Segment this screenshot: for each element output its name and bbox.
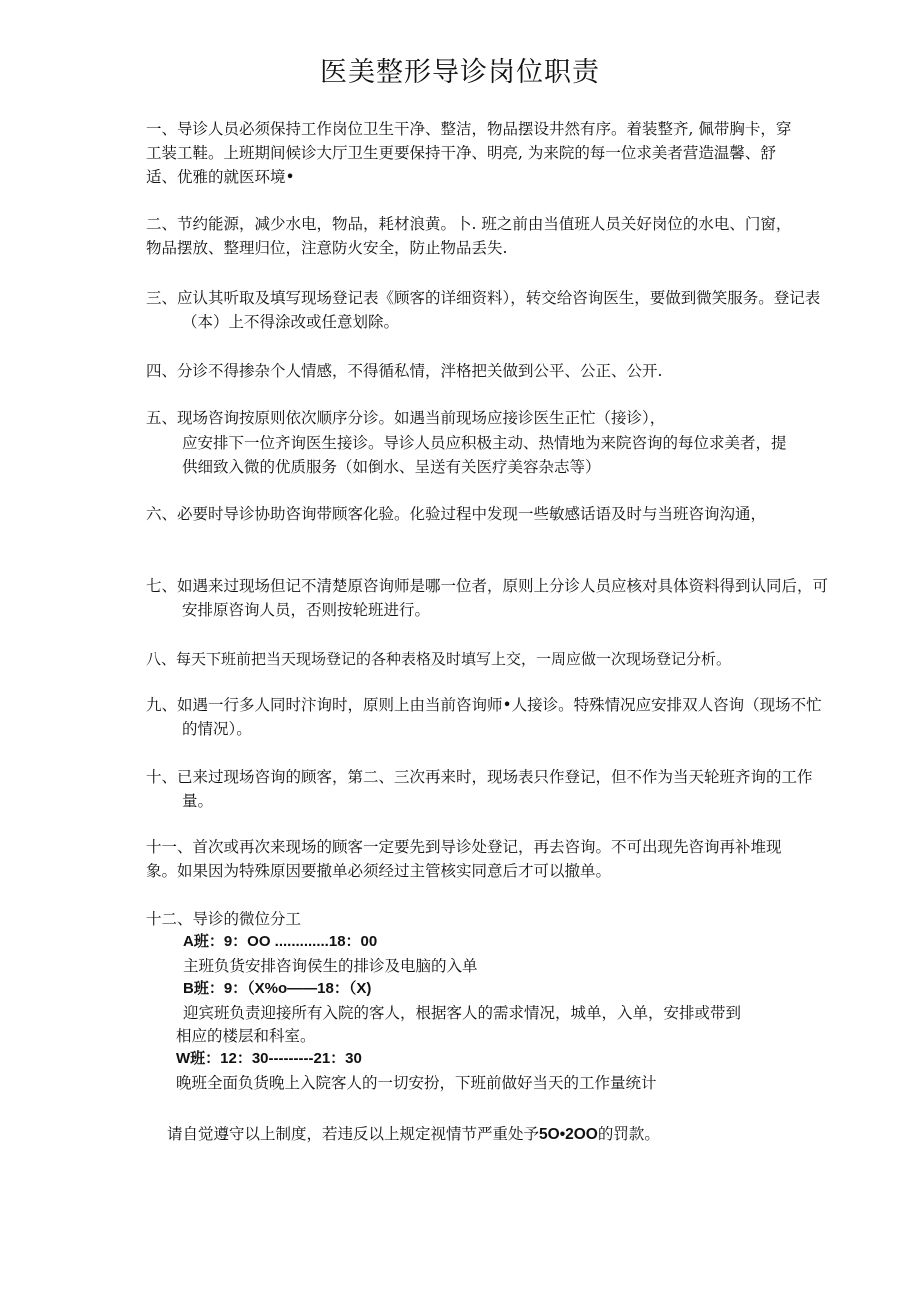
shift-w-hours: W班：12：30---------21：30 [176,1050,362,1067]
shift-b-hours: B班：9：（X%o——18：（X) [183,980,372,997]
duty-item-9: 九、如遇一行多人同时汴询时，原则上由当前咨询师•人接诊。特殊情况应安排双人咨询（现场不忙的情况）。 [146,696,822,738]
duty-item-3: 三、应认其听取及填写现场登记表《顾客的详细资料），转交给咨询医生，要做到微笑服务。登记表（本）上不得涂改或任意划除。 [146,289,821,331]
shift-a-description: 主班负货安排咨询侯生的排诊及电脑的入单 [183,957,478,975]
duty-item-11: 十一、首次或再次来现场的顾客一定要先到导诊处登记，再去咨询。不可出现先咨询再补堆现象。如果因为特殊原因要撤单必须经过主管核实同意后才可以撤单。 [146,838,782,880]
duty-item-7: 七、如遇来过现场但记不清楚原咨询师是哪一位者，原则上分诊人员应核对具体资料得到认同后，可安排原咨询人员，否则按轮班进行。 [146,577,829,619]
duty-item-6: 六、必要时导诊协助咨询带顾客化验。化验过程中发现一些敏感话语及时与当班咨询沟通， [146,505,767,523]
duty-item-8: 八、每天下班前把当天现场登记的各种表格及时填写上交，一周应做一次现场登记分析。 [146,650,732,668]
footer-text-after: 的罚款。 [597,1125,660,1143]
duty-item-2: 二、节约能源，减少水电，物品，耗材浪黄。卜. 班之前由当值班人员关好岗位的水电、门窗，物品摆放、整理归位，注意防火安全，防止物品丢失. [146,215,792,257]
duty-item-12-heading: 十二、导诊的微位分工 [146,910,302,928]
footer-text-before: 请自觉遵守以上制度，若违反以上规定视情节严重处予 [167,1125,540,1143]
shift-w-description: 晚班全面负货晚上入院客人的一切安扮，下班前做好当天的工作量统计 [176,1074,657,1092]
page-title: 医美整形导诊岗位职责 [320,57,600,88]
shift-b-description-line-2: 相应的楼层和科室。 [176,1027,316,1045]
shift-a-hours: A班：9：OO .............18：00 [183,933,378,950]
duty-item-10: 十、已来过现场咨询的顾客，第二、三次再来时，现场表只作登记，但不作为当天轮班齐询的工作量。 [146,768,813,810]
duty-item-5-line-1: 五、现场咨询按原则依次顺序分诊。如遇当前现场应接诊医生正忙（接诊）， [146,409,666,427]
shift-b-description-line-1: 迎宾班负责迎接所有入院的客人，根据客人的需求情况，城单，入单，安排或带到 [183,1004,742,1022]
duty-item-4: 四、分诊不得掺杂个人情感，不得循私情，泮格把关做到公平、公正、公开. [146,362,663,380]
duty-item-5-continuation: 应安排下一位齐询医生接诊。导诊人员应积极主动、热情地为来院咨询的每位求美者，提供细致入微的优质服务（如倒水、呈送有关医疗美容杂志等） [182,434,787,476]
duty-item-1: 一、导诊人员必须保持工作岗位卫生干净、整洁，物品摆设井然有序。着装整齐, 佩带胸卡，穿工装工鞋。上班期间候诊大厅卫生更要保持干净、明亮, 为来院的每一位求美者营造温馨、舒适、优雅的就医环境• [146,120,792,186]
footer-notice [167,1122,660,1147]
penalty-amount: 5O•2OO [539,1126,598,1143]
